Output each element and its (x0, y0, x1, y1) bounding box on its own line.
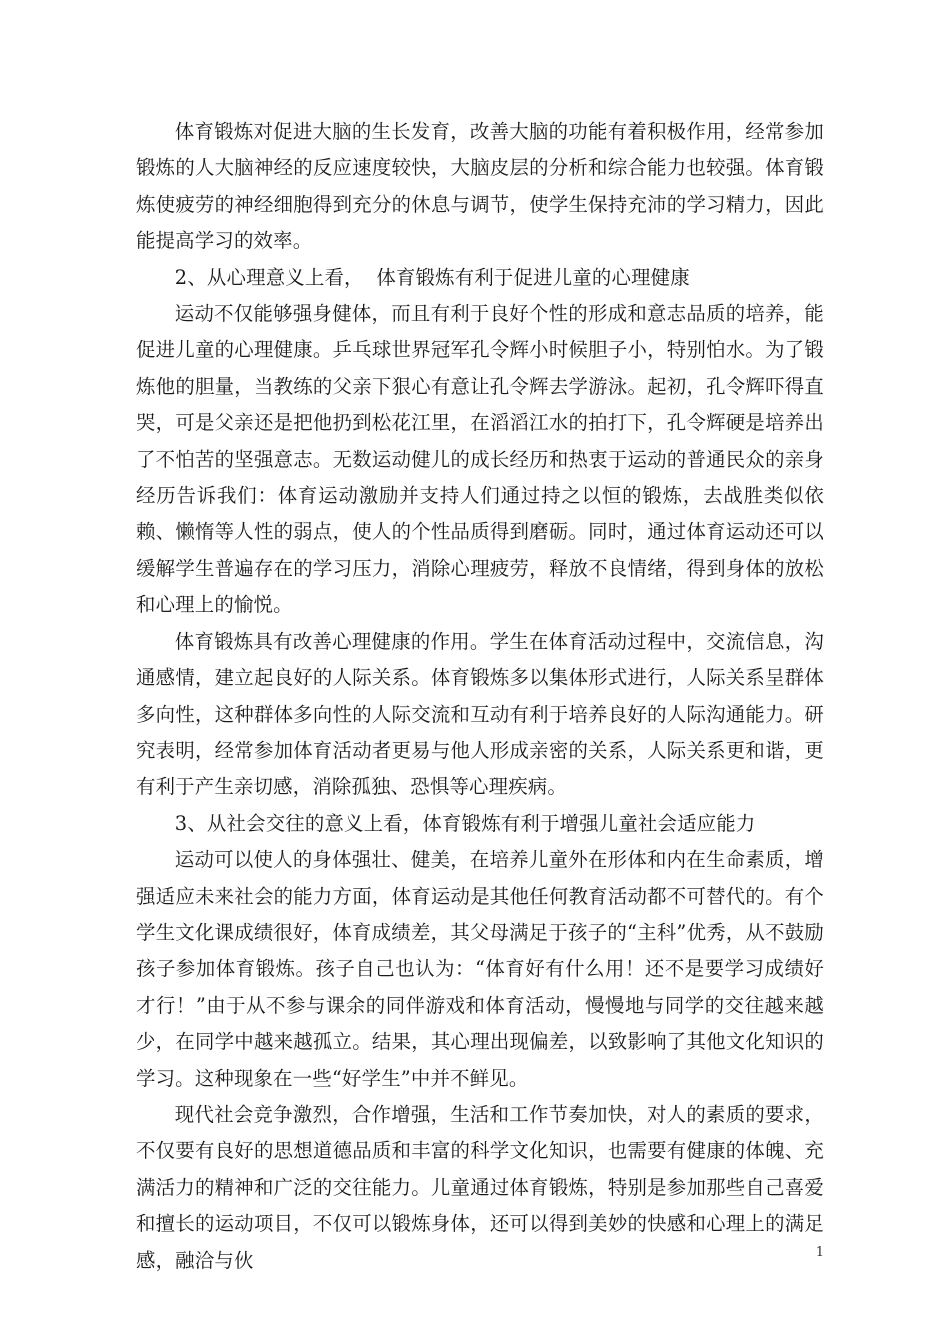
document-body (136, 114, 824, 1279)
paragraph-interpersonal-relations: 体育锻炼具有改善心理健康的作用。学生在体育活动过程中，交流信息，沟通感情，建立起良好的人际关系。体育锻炼多以集体形式进行，人际关系呈群体多向性，这种群体多向性的人际交流和互动有利于培养良好的人际沟通能力。研究表明，经常参加体育活动者更易与他人形成亲密的关系，人际关系更和谐，更有利于产生亲切感，消除孤独、恐惧等心理疾病。 (136, 629, 824, 799)
section-heading-social: 3、从社会交往的意义上看，体育锻炼有利于增强儿童社会适应能力 (174, 811, 756, 835)
page-number: 1 (815, 1245, 824, 1260)
paragraph-modern-society: 现代社会竞争激烈，合作增强，生活和工作节奏加快，对人的素质的要求，不仅要有良好的思想道德品质和丰富的科学文化知识，也需要有健康的体魄、充满活力的精神和广泛的交往能力。儿童通过体育锻炼，特别是参加那些自己喜爱和擅长的运动项目，不仅可以锻炼身体，还可以得到美妙的快感和心理上的满足感，融洽与伙 (136, 1102, 824, 1272)
section-heading-psychological: 2、从心理意义上看， 体育锻炼有利于促进儿童的心理健康 (174, 265, 690, 289)
paragraph-psychological-health: 运动不仅能够强身健体，而且有利于良好个性的形成和意志品质的培养，能促进儿童的心理健康。乒乓球世界冠军孔令辉小时候胆子小，特别怕水。为了锻炼他的胆量，当教练的父亲下狠心有意让孔令辉去学游泳。起初，孔令辉吓得直哭，可是父亲还是把他扔到松花江里，在滔滔江水的拍打下，孔令辉硬是培养出了不怕苦的坚强意志。无数运动健儿的成长经历和热衷于运动的普通民众的亲身经历告诉我们：体育运动激励并支持人们通过持之以恒的锻炼，去战胜类似依赖、懒惰等人性的弱点，使人的个性品质得到磨砺。同时，通过体育运动还可以缓解学生普遍存在的学习压力，消除心理疲劳，释放不良情绪，得到身体的放松和心理上的愉悦。 (136, 302, 824, 617)
paragraph-brain-development: 体育锻炼对促进大脑的生长发育，改善大脑的功能有着积极作用，经常参加锻炼的人大脑神经的反应速度较快，大脑皮层的分析和综合能力也较强。体育锻炼使疲劳的神经细胞得到充分的休息与调节，使学生保持充沛的学习精力，因此能提高学习的效率。 (136, 120, 824, 253)
paragraph-social-adaptation: 运动可以使人的身体强壮、健美，在培养儿童外在形体和内在生命素质，增强适应未来社会的能力方面，体育运动是其他任何教育活动都不可替代的。有个学生文化课成绩很好，体育成绩差，其父母满足于孩子的“主科”优秀，从不鼓励孩子参加体育锻炼。孩子自己也认为：“体育好有什么用！还不是要学习成绩好才行！”由于从不参与课余的同伴游戏和体育活动，慢慢地与同学的交往越来越少，在同学中越来越孤立。结果，其心理出现偏差，以致影响了其他文化知识的学习。这种现象在一些“好学生”中并不鲜见。 (136, 848, 824, 1090)
